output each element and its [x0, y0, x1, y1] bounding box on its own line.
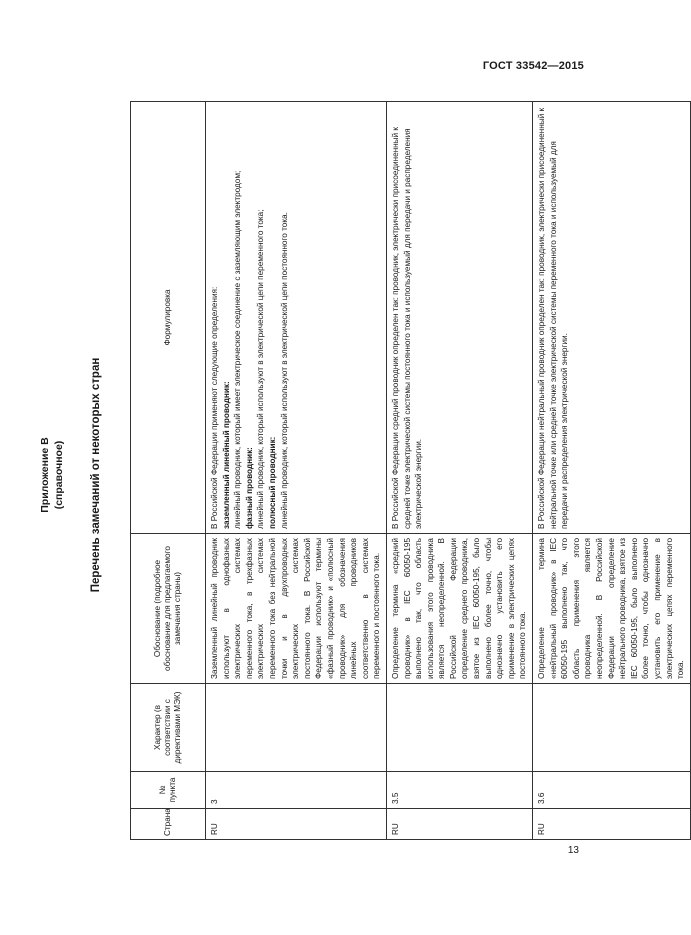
clause-cell: 3.6 — [533, 772, 691, 809]
character-cell — [533, 684, 691, 772]
justification-cell: Определение термина «нейтральный проводник» в IEC 60050-195 выполнено так, что область применения этого проводника является неопределенной. В Российской Федерации определение нейтрального проводника, взятое из IEC 60050-195, было выполнено более точно, чтобы однозначно установить его применение в электрических цепях переменного тока. — [533, 534, 691, 684]
remarks-table — [130, 101, 691, 840]
character-cell — [206, 684, 387, 772]
appendix-heading — [38, 95, 66, 855]
column-header-formulation: Формулировка — [131, 102, 206, 534]
table-header-row — [131, 102, 206, 840]
column-header-country: Страна — [131, 809, 206, 840]
table-row — [206, 102, 387, 840]
country-cell: RU — [206, 809, 387, 840]
table-title: Перечень замечаний от некоторых стран — [90, 357, 102, 593]
clause-cell: 3 — [206, 772, 387, 809]
clause-cell: 3.5 — [386, 772, 532, 809]
column-header-character: Характер (в соответствии с директивами МЭК) — [131, 684, 206, 772]
justification-cell: Заземленный линейный проводник используют в однофазных электрических системах переменного тока, в трехфазных электрических системах переменного тока без нейтральной точки и в двухпроводных электрических системах постоянного тока. В Российской Федерации используют термины «фазный проводник» и «полюсный проводник» для обозначения линейных проводников соответственно в системах переменного и постоянного тока. — [206, 534, 387, 684]
country-cell: RU — [533, 809, 691, 840]
column-header-justification: Обоснование (подробное обоснование для предлагаемого замечания страны) — [131, 534, 206, 684]
term-pole-conductor: полюсный проводник: — [267, 436, 277, 529]
justification-cell: Определение термина «средний проводник» в IEC 60050-195 выполнено так, что область использования этого проводника является неопределенной. В Российской Федерации определение среднего проводника, взятое из IEC 60050-195, было выполнено более точно, чтобы однозначно установить его применение в электрических цепях постоянного тока. — [386, 534, 532, 684]
document-code: ГОСТ 33542—2015 — [482, 60, 584, 72]
formulation-cell: В Российской Федерации нейтральный проводник определен так: проводник, электрически присоединенный к нейтральной точке или средней точке электрической системы переменного тока и используемый для передачи и распределения электрической энергии. — [533, 102, 691, 534]
table-row — [386, 102, 532, 840]
column-header-clause: № пункта — [131, 772, 206, 809]
definition-grounded-line-conductor: линейный проводник, который имеет электрическое соединение с заземляющим электродом; — [233, 170, 243, 529]
country-cell: RU — [386, 809, 532, 840]
definition-phase-conductor: линейный проводник, который используют в электрической цепи переменного тока; — [256, 209, 266, 529]
definition-pole-conductor: линейный проводник, который используют в электрической цепи постоянного тока. — [279, 212, 289, 529]
appendix-title: Приложение В — [39, 437, 51, 513]
formulation-cell — [206, 102, 387, 534]
appendix-subtitle: (справочное) — [53, 440, 65, 510]
table-row — [533, 102, 691, 840]
term-grounded-line-conductor: заземленный линейный проводник: — [221, 381, 231, 529]
character-cell — [386, 684, 532, 772]
formulation-intro: В Российской Федерации применяют следующие определения: — [210, 286, 219, 529]
term-phase-conductor: фазный проводник: — [244, 447, 254, 529]
formulation-cell: В Российской Федерации средний проводник определен так: проводник, электрически присоединенный к средней точке электрической системы постоянного тока и используемый для передачи и распределения электрической энергии. — [386, 102, 532, 534]
page-number: 13 — [567, 845, 579, 856]
